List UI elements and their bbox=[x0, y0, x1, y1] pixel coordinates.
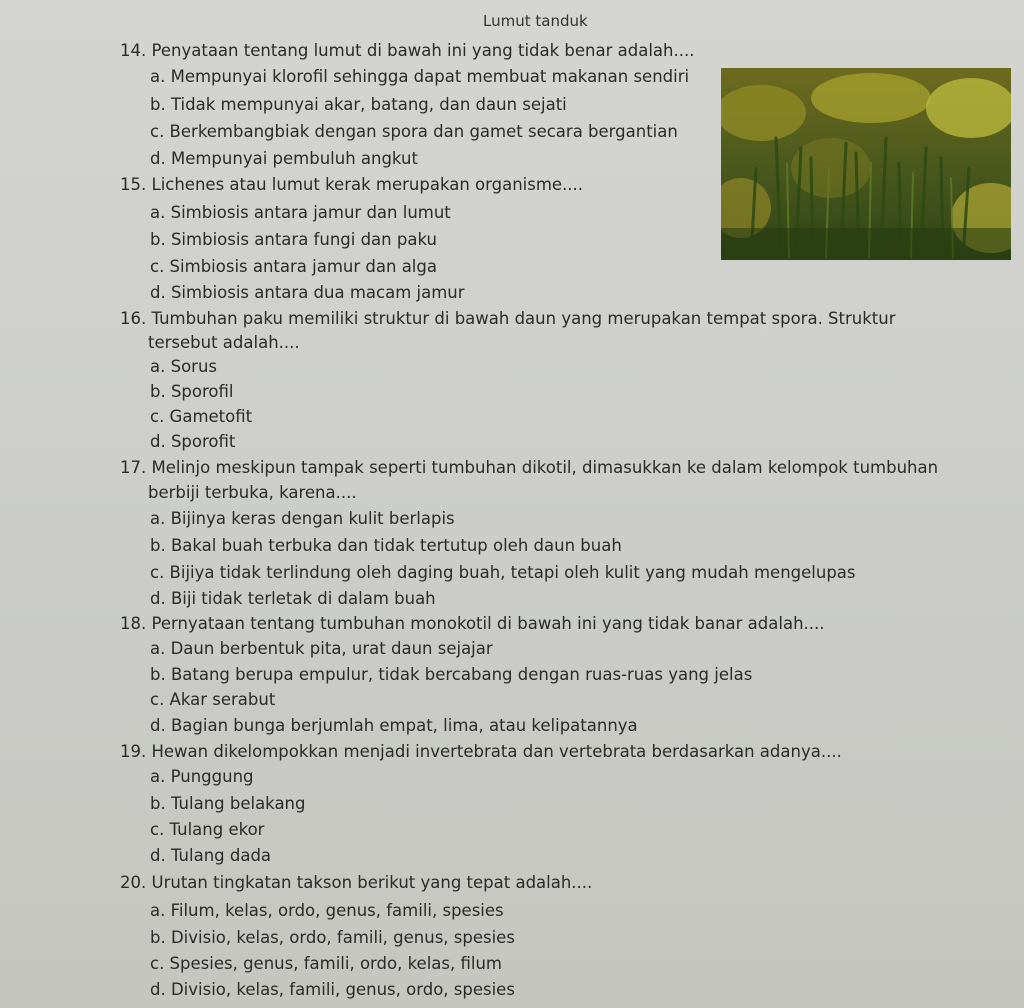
option-17c[interactable]: c. Bijiya tidak terlindung oleh daging buah, tetapi oleh kulit yang mudah mengelupas bbox=[150, 563, 856, 582]
option-17a[interactable]: a. Bijinya keras dengan kulit berlapis bbox=[150, 509, 455, 528]
option-19b[interactable]: b. Tulang belakang bbox=[150, 794, 306, 813]
question-16 bbox=[120, 309, 896, 329]
question-text: Tumbuhan paku memiliki struktur di bawah daun yang merupakan tempat spora. Struktur bbox=[151, 309, 896, 328]
question-number: 15. bbox=[120, 175, 147, 194]
question-number: 18. bbox=[120, 614, 147, 633]
question-number: 20. bbox=[120, 873, 147, 892]
page-caption: Lumut tanduk bbox=[483, 12, 588, 30]
option-18c[interactable]: c. Akar serabut bbox=[150, 690, 276, 709]
question-number: 17. bbox=[120, 458, 147, 477]
option-16d[interactable]: d. Sporofit bbox=[150, 432, 236, 451]
option-14b[interactable]: b. Tidak mempunyai akar, batang, dan daun sejati bbox=[150, 95, 567, 114]
question-18 bbox=[120, 614, 825, 634]
question-number: 16. bbox=[120, 309, 147, 328]
option-20c[interactable]: c. Spesies, genus, famili, ordo, kelas, filum bbox=[150, 954, 502, 973]
question-14 bbox=[120, 41, 694, 61]
option-16a[interactable]: a. Sorus bbox=[150, 357, 218, 376]
question-16-continued: tersebut adalah.... bbox=[148, 333, 300, 352]
question-17-continued: berbiji terbuka, karena.... bbox=[148, 483, 357, 502]
question-15 bbox=[120, 175, 583, 195]
question-text: Urutan tingkatan takson berikut yang tepat adalah.... bbox=[151, 873, 593, 892]
question-number: 14. bbox=[120, 41, 147, 60]
option-15a[interactable]: a. Simbiosis antara jamur dan lumut bbox=[150, 203, 451, 222]
option-15b[interactable]: b. Simbiosis antara fungi dan paku bbox=[150, 230, 437, 249]
question-19 bbox=[120, 742, 842, 762]
option-14c[interactable]: c. Berkembangbiak dengan spora dan gamet secara bergantian bbox=[150, 122, 678, 141]
option-18b[interactable]: b. Batang berupa empulur, tidak bercabang dengan ruas-ruas yang jelas bbox=[150, 665, 753, 684]
option-15c[interactable]: c. Simbiosis antara jamur dan alga bbox=[150, 257, 437, 276]
option-19d[interactable]: d. Tulang dada bbox=[150, 846, 272, 865]
option-17b[interactable]: b. Bakal buah terbuka dan tidak tertutup oleh daun buah bbox=[150, 536, 622, 555]
option-14d[interactable]: d. Mempunyai pembuluh angkut bbox=[150, 149, 418, 168]
option-18a[interactable]: a. Daun berbentuk pita, urat daun sejajar bbox=[150, 639, 493, 658]
question-number: 19. bbox=[120, 742, 147, 761]
option-19a[interactable]: a. Punggung bbox=[150, 767, 254, 786]
question-20 bbox=[120, 873, 592, 893]
question-17 bbox=[120, 458, 938, 478]
option-14a[interactable]: a. Mempunyai klorofil sehingga dapat membuat makanan sendiri bbox=[150, 67, 690, 86]
question-text: Lichenes atau lumut kerak merupakan organisme.... bbox=[151, 175, 584, 194]
option-16c[interactable]: c. Gametofit bbox=[150, 407, 253, 426]
question-text: Melinjo meskipun tampak seperti tumbuhan dikotil, dimasukkan ke dalam kelompok tumbuhan bbox=[151, 458, 939, 477]
option-20d[interactable]: d. Divisio, kelas, famili, genus, ordo, spesies bbox=[150, 980, 515, 999]
question-text: Hewan dikelompokkan menjadi invertebrata dan vertebrata berdasarkan adanya.... bbox=[151, 742, 842, 761]
option-16b[interactable]: b. Sporofil bbox=[150, 382, 234, 401]
moss-photo bbox=[721, 68, 1011, 260]
option-18d[interactable]: d. Bagian bunga berjumlah empat, lima, atau kelipatannya bbox=[150, 716, 638, 735]
question-text: Penyataan tentang lumut di bawah ini yang tidak benar adalah.... bbox=[151, 41, 695, 60]
option-20b[interactable]: b. Divisio, kelas, ordo, famili, genus, spesies bbox=[150, 928, 515, 947]
option-20a[interactable]: a. Filum, kelas, ordo, genus, famili, spesies bbox=[150, 901, 504, 920]
question-text: Pernyataan tentang tumbuhan monokotil di bawah ini yang tidak banar adalah.... bbox=[151, 614, 825, 633]
option-19c[interactable]: c. Tulang ekor bbox=[150, 820, 265, 839]
option-17d[interactable]: d. Biji tidak terletak di dalam buah bbox=[150, 589, 436, 608]
option-15d[interactable]: d. Simbiosis antara dua macam jamur bbox=[150, 283, 465, 302]
